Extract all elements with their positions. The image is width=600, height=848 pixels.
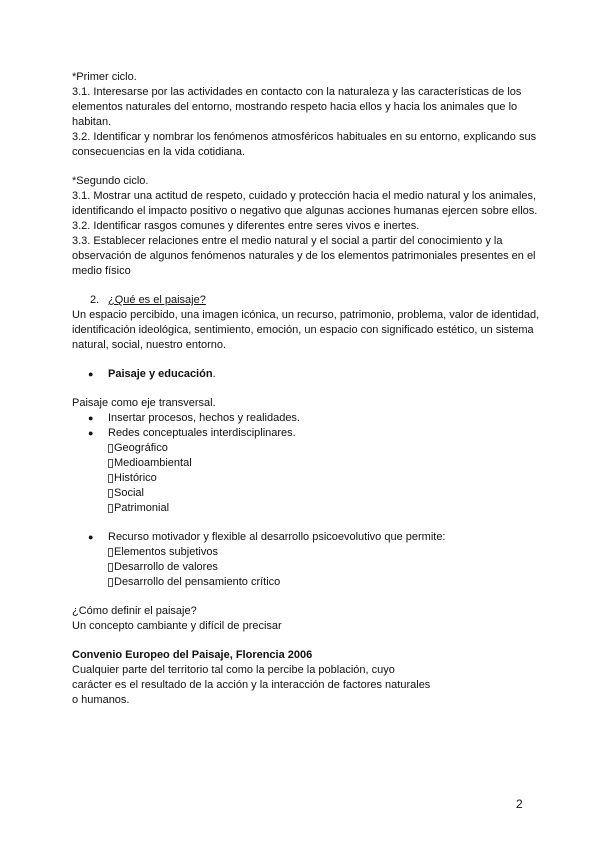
paisaje-intro: Paisaje como eje transversal. [72,397,216,409]
definir-answer: Un concepto cambiante y difícil de precisar [72,620,282,632]
list-item-label: Social [114,487,144,499]
box-icon [108,489,113,498]
list-item [108,560,542,575]
list-item-label: Elementos subjetivos [114,546,218,558]
primer-ciclo-item: 3.1. Interesarse por las actividades en contacto con la naturaleza y las características de los elementos naturales del entorno, mostrando respeto hacia ellos y hacia los animales que lo habitan. [72,86,522,128]
spacer [72,382,542,396]
section-number: 2. [90,294,100,306]
primer-ciclo-heading: *Primer ciclo. [72,71,137,83]
list-item [108,471,542,486]
list-item: ● Insertar procesos, hechos y realidades. [72,411,542,426]
list-item [108,545,542,560]
list-item-label: Desarrollo del pensamiento crítico [114,576,281,588]
spacer [72,590,542,604]
segundo-ciclo-item: 3.2. Identificar rasgos comunes y diferentes entre seres vivos e inertes. [72,220,420,232]
list-item-label: Medioambiental [114,457,192,469]
list-item-label: Geográfico [114,442,168,454]
box-icon [108,504,113,513]
section-2-heading [90,293,542,308]
list-item-label: Histórico [114,472,157,484]
primer-ciclo-item: 3.2. Identificar y nombrar los fenómenos atmosféricos habituales en su entorno, explicando sus consecuencias en la vida cotidiana. [72,131,537,158]
list-item [108,456,542,471]
box-icon [108,563,113,572]
box-icon [108,548,113,557]
list-item [108,575,542,590]
spacer [72,353,542,367]
definir-question: ¿Cómo definir el paisaje? [72,605,197,617]
title-period: . [212,368,216,380]
redes-list [108,441,542,516]
paisaje-bullets [72,411,542,441]
box-icon [108,578,113,587]
spacer [72,160,542,174]
list-item: ● Recurso motivador y flexible al desarrollo psicoevolutivo que permite: [72,530,542,545]
list-item [108,501,542,516]
segundo-ciclo-item: 3.3. Establecer relaciones entre el medio natural y el social a partir del conocimiento y la observación de algunos fenómenos naturales y de los elementos patrimoniales presentes en el medio físico [72,235,536,277]
convenio-line: carácter es el resultado de la acción y la interacción de factores naturales [72,679,431,691]
list-item [108,486,542,501]
paisaje-definition: Un espacio percibido, una imagen icónica, un recurso, patrimonio, problema, valor de identidad, identificación ideológica, sentimiento, emoción, un espacio con significado estético, un sistema natural, social, nuestro entorno. [72,309,540,351]
paisaje-educacion-title: Paisaje y educación [108,368,213,380]
page-content [72,70,542,708]
paisaje-educacion-heading [72,367,542,382]
spacer [72,516,542,530]
box-icon [108,474,113,483]
recurso-items [108,545,542,590]
spacer [72,279,542,293]
list-item-label: Desarrollo de valores [114,561,218,573]
box-icon [108,444,113,453]
segundo-ciclo-item: 3.1. Mostrar una actitud de respeto, cuidado y protección hacia el medio natural y los animales, identificando el impacto positivo o negativo que algunas acciones humanas ejercen sobre ellos. [72,190,538,217]
list-item [108,441,542,456]
convenio-title: Convenio Europeo del Paisaje, Florencia 2006 [72,649,313,661]
list-item-label: Patrimonial [114,502,170,514]
box-icon [108,459,113,468]
segundo-ciclo-heading: *Segundo ciclo. [72,175,149,187]
section-title: ¿Qué es el paisaje? [108,294,206,306]
recurso-list [72,530,542,545]
list-item: ● Redes conceptuales interdisciplinares. [72,426,542,441]
convenio-line: o humanos. [72,694,130,706]
page-number: 2 [516,797,523,811]
paisaje-educacion-list [72,367,542,382]
spacer [72,634,542,648]
convenio-line: Cualquier parte del territorio tal como la percibe la población, cuyo [72,664,395,676]
